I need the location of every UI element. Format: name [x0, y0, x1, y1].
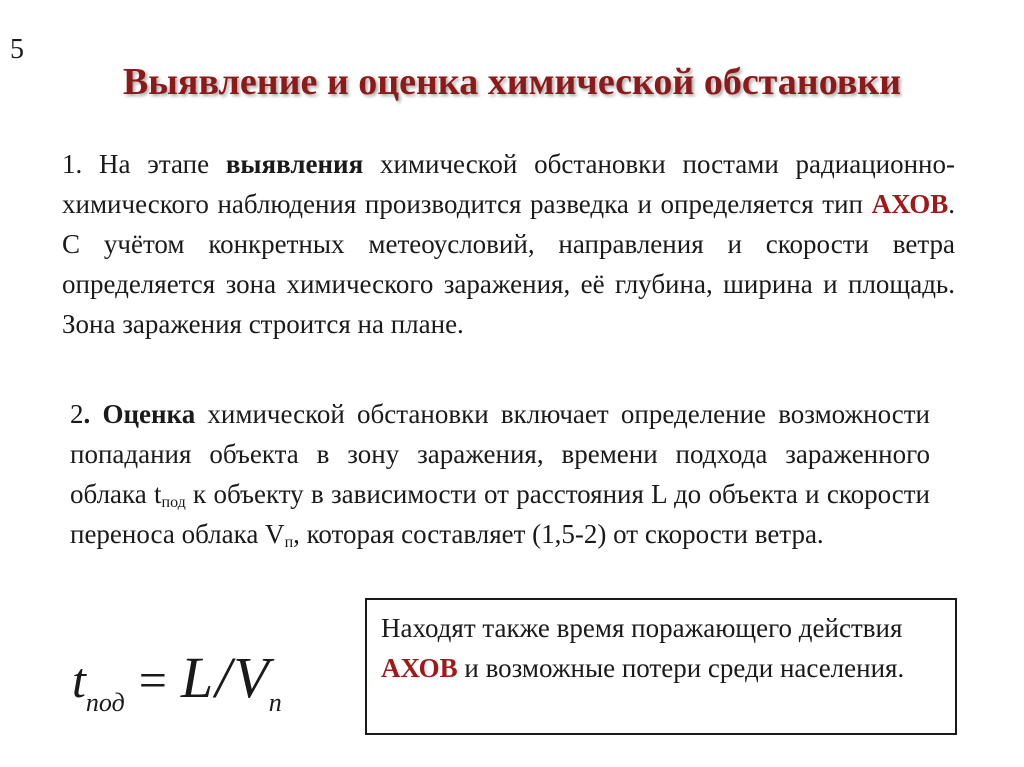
- box-ahov-term: АХОВ: [381, 653, 458, 683]
- para1-text-3: . С учётом конкретных метеоусловий, направления и скорости ветра определяется зона химического заражения, её глубина, ширина и площадь. Зона заражения строится на плане.: [62, 189, 955, 339]
- para2-bold-term: . Оценка: [83, 399, 196, 429]
- para2-number: 2: [70, 399, 84, 429]
- paragraph-assessment: [70, 394, 930, 554]
- para1-ahov-term: АХОВ: [871, 189, 949, 219]
- formula: [72, 638, 282, 743]
- slide-title: Выявление и оценка химической обстановки: [122, 61, 902, 103]
- para2-sub-pod: под: [161, 494, 186, 511]
- formula-V: V: [233, 645, 269, 710]
- slide-number: 5: [10, 34, 24, 65]
- formula-equals: =: [138, 652, 167, 708]
- formula-t-sub: под: [85, 688, 125, 717]
- para2-text-2: к объекту в зависимости от расстояния L до объекта и скорости переноса облака V: [70, 479, 930, 549]
- para2-text-1: химической обстановки включает определение возможности попадания объекта в зону заражения, времени подхода зараженного облака t: [70, 399, 931, 509]
- para2-text-3: , которая составляет (1,5-2) от скорости ветра.: [293, 519, 824, 549]
- para2-sub-p: п: [284, 534, 294, 551]
- para1-text-1: 1. На этапе: [62, 149, 226, 179]
- formula-t: t: [72, 652, 86, 708]
- note-box: [365, 598, 957, 735]
- formula-slash: /: [215, 645, 232, 710]
- formula-V-sub: п: [268, 688, 282, 717]
- box-text-2: и возможные потери среди населения.: [457, 653, 905, 683]
- formula-L: L: [180, 645, 214, 710]
- para1-bold-term: выявления: [225, 149, 364, 179]
- box-text-1: Находят также время поражающего действия: [381, 613, 903, 643]
- para1-text-2: химической обстановки постами радиационно-химического наблюдения производится разведка и определяется тип: [62, 149, 955, 219]
- paragraph-identification: [62, 144, 955, 344]
